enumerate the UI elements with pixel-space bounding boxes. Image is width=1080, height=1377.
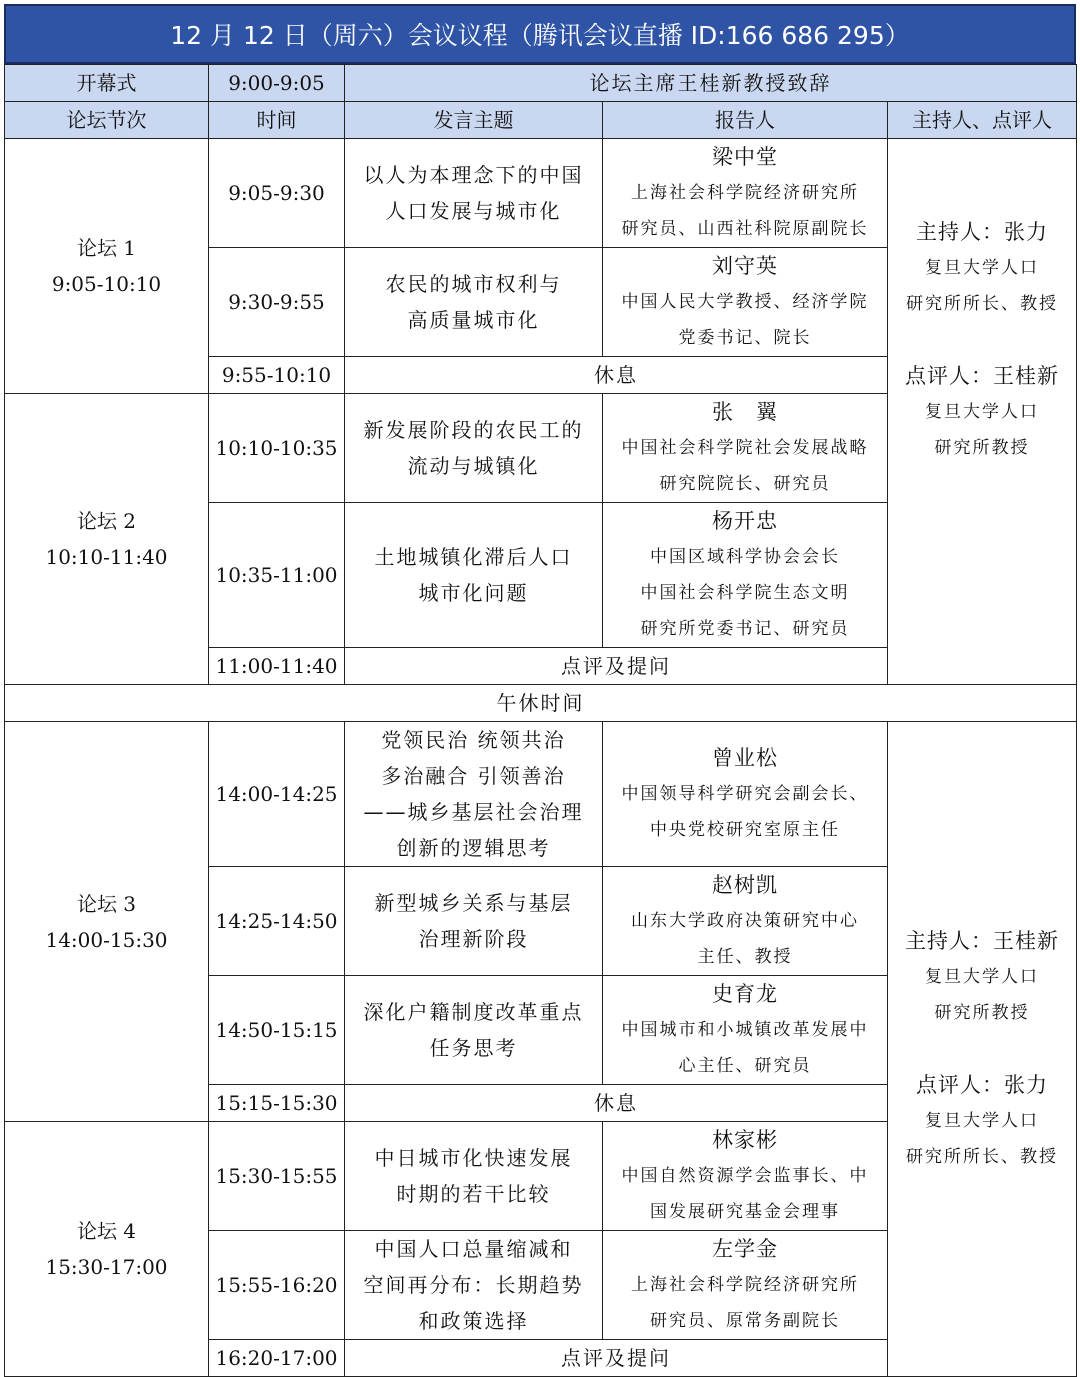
break-label: 点评及提问 bbox=[345, 648, 888, 685]
forum1-cell bbox=[5, 139, 209, 394]
talk-topic bbox=[345, 722, 603, 867]
talk-time: 14:25-14:50 bbox=[209, 867, 345, 976]
speaker-affiliation: 上海社会科学院经济研究所 bbox=[631, 183, 859, 203]
opening-time: 9:00-9:05 bbox=[209, 65, 345, 102]
topic-line: 土地城镇化滞后人口 bbox=[374, 545, 573, 569]
topic-line: 高质量城市化 bbox=[407, 308, 540, 332]
topic-line: ——城乡基层社会治理 bbox=[363, 800, 584, 824]
talk-speaker bbox=[603, 503, 888, 648]
agenda-table bbox=[4, 64, 1077, 1377]
talk-speaker bbox=[603, 722, 888, 867]
header-topic: 发言主题 bbox=[345, 102, 603, 139]
host-role: 主持人：王桂新 bbox=[905, 929, 1059, 953]
break-time: 9:55-10:10 bbox=[209, 357, 345, 394]
speaker-name: 杨开忠 bbox=[712, 509, 778, 533]
speaker-name: 史育龙 bbox=[712, 982, 778, 1006]
topic-line: 流动与城镇化 bbox=[407, 454, 540, 478]
talk-time: 15:30-15:55 bbox=[209, 1122, 345, 1231]
reviewer-affiliation: 研究所教授 bbox=[934, 437, 1030, 458]
reviewer-role: 点评人：王桂新 bbox=[905, 363, 1059, 388]
hosts-pm-cell bbox=[888, 722, 1077, 1377]
speaker-affiliation: 心主任、研究员 bbox=[678, 1056, 812, 1076]
header-row bbox=[5, 102, 1077, 139]
topic-line: 时期的若干比较 bbox=[396, 1182, 551, 1206]
talk-time: 14:00-14:25 bbox=[209, 722, 345, 867]
speaker-affiliation: 研究院院长、研究员 bbox=[659, 474, 831, 494]
speaker-affiliation: 主任、教授 bbox=[697, 947, 793, 967]
break-label: 点评及提问 bbox=[345, 1340, 888, 1377]
header-speaker: 报告人 bbox=[603, 102, 888, 139]
forum1-name: 论坛 1 bbox=[76, 236, 137, 260]
speaker-affiliation: 中国社会科学院社会发展战略 bbox=[621, 438, 869, 458]
topic-line: 人口发展与城市化 bbox=[385, 199, 562, 223]
speaker-affiliation: 研究员、山西社科院原副院长 bbox=[621, 219, 869, 239]
break-time: 15:15-15:30 bbox=[209, 1085, 345, 1122]
topic-line: 治理新阶段 bbox=[418, 927, 529, 951]
break-label: 休息 bbox=[345, 1085, 888, 1122]
lunch-row bbox=[5, 685, 1077, 722]
speaker-affiliation: 国发展研究基金会理事 bbox=[650, 1202, 840, 1222]
speaker-name: 张 翼 bbox=[712, 400, 778, 424]
topic-line: 中日城市化快速发展 bbox=[374, 1146, 573, 1170]
speaker-name: 曾业松 bbox=[712, 746, 778, 770]
speaker-affiliation: 研究所党委书记、研究员 bbox=[640, 619, 850, 639]
header-session: 论坛节次 bbox=[5, 102, 209, 139]
topic-line: 城市化问题 bbox=[418, 581, 529, 605]
break-label: 休息 bbox=[345, 357, 888, 394]
speaker-name: 林家彬 bbox=[712, 1128, 778, 1152]
reviewer-affiliation: 复旦大学人口 bbox=[925, 1111, 1039, 1131]
talk-speaker bbox=[603, 394, 888, 503]
talk-speaker bbox=[603, 248, 888, 357]
topic-line: 新型城乡关系与基层 bbox=[374, 891, 573, 915]
header-time: 时间 bbox=[209, 102, 345, 139]
topic-line: 任务思考 bbox=[429, 1036, 518, 1060]
speaker-name: 左学金 bbox=[712, 1237, 778, 1261]
talk-topic bbox=[345, 1231, 603, 1340]
forum1-time: 9:05-10:10 bbox=[51, 272, 162, 296]
speaker-affiliation: 中国领导科学研究会副会长、 bbox=[621, 784, 869, 804]
talk-speaker bbox=[603, 1231, 888, 1340]
topic-line: 和政策选择 bbox=[418, 1309, 529, 1333]
talk-time: 15:55-16:20 bbox=[209, 1231, 345, 1340]
speaker-name: 赵树凯 bbox=[712, 873, 778, 897]
forum2-cell bbox=[5, 394, 209, 685]
speaker-affiliation: 党委书记、院长 bbox=[678, 328, 812, 348]
reviewer-affiliation: 复旦大学人口 bbox=[925, 401, 1039, 422]
break-time: 11:00-11:40 bbox=[209, 648, 345, 685]
talk-topic bbox=[345, 976, 603, 1085]
forum4-name: 论坛 4 bbox=[76, 1219, 137, 1243]
lunch-label: 午休时间 bbox=[5, 685, 1077, 722]
talk-time: 10:35-11:00 bbox=[209, 503, 345, 648]
speaker-affiliation: 山东大学政府决策研究中心 bbox=[631, 911, 859, 931]
speaker-affiliation: 中国自然资源学会监事长、中 bbox=[621, 1166, 869, 1186]
speaker-name: 梁中堂 bbox=[712, 145, 778, 169]
talk-speaker bbox=[603, 139, 888, 248]
header-host: 主持人、点评人 bbox=[888, 102, 1077, 139]
agenda-title: 12 月 12 日（周六）会议议程（腾讯会议直播 ID:166 686 295） bbox=[4, 4, 1076, 64]
host-affiliation: 研究所所长、教授 bbox=[906, 293, 1058, 314]
talk-time: 9:05-9:30 bbox=[209, 139, 345, 248]
topic-line: 多治融合 引领善治 bbox=[381, 764, 566, 788]
host-affiliation: 研究所教授 bbox=[934, 1003, 1030, 1023]
topic-line: 以人为本理念下的中国 bbox=[363, 163, 584, 187]
forum2-name: 论坛 2 bbox=[76, 509, 137, 533]
talk-topic bbox=[345, 867, 603, 976]
topic-line: 空间再分布：长期趋势 bbox=[363, 1273, 584, 1297]
forum4-time: 15:30-17:00 bbox=[45, 1255, 168, 1279]
host-role: 主持人：张力 bbox=[916, 219, 1048, 244]
forum3-time: 14:00-15:30 bbox=[45, 927, 168, 952]
talk-topic bbox=[345, 394, 603, 503]
opening-label: 开幕式 bbox=[5, 65, 209, 102]
forum3-name: 论坛 3 bbox=[76, 891, 137, 916]
forum3-cell bbox=[5, 722, 209, 1122]
topic-line: 创新的逻辑思考 bbox=[396, 836, 551, 860]
topic-line: 深化户籍制度改革重点 bbox=[363, 1000, 584, 1024]
talk-topic bbox=[345, 139, 603, 248]
reviewer-role: 点评人：张力 bbox=[916, 1073, 1048, 1097]
speaker-affiliation: 中国人民大学教授、经济学院 bbox=[621, 292, 869, 312]
opening-row bbox=[5, 65, 1077, 102]
talk-topic bbox=[345, 1122, 603, 1231]
speaker-name: 刘守英 bbox=[712, 254, 778, 278]
speaker-affiliation: 上海社会科学院经济研究所 bbox=[631, 1275, 859, 1295]
reviewer-affiliation: 研究所所长、教授 bbox=[906, 1147, 1058, 1167]
speaker-affiliation: 研究员、原常务副院长 bbox=[650, 1311, 840, 1331]
host-affiliation: 复旦大学人口 bbox=[925, 967, 1039, 987]
speaker-affiliation: 中国城市和小城镇改革发展中 bbox=[621, 1020, 869, 1040]
hosts-am-cell bbox=[888, 139, 1077, 685]
talk-speaker bbox=[603, 976, 888, 1085]
speaker-affiliation: 中国区域科学协会会长 bbox=[650, 547, 840, 567]
talk-time: 10:10-10:35 bbox=[209, 394, 345, 503]
topic-line: 新发展阶段的农民工的 bbox=[363, 418, 584, 442]
break-time: 16:20-17:00 bbox=[209, 1340, 345, 1377]
topic-line: 党领民治 统领共治 bbox=[381, 728, 566, 752]
forum4-cell bbox=[5, 1122, 209, 1377]
talk-topic bbox=[345, 503, 603, 648]
talk-topic bbox=[345, 248, 603, 357]
topic-line: 农民的城市权利与 bbox=[385, 272, 562, 296]
table-row bbox=[5, 722, 1077, 867]
speaker-affiliation: 中央党校研究室原主任 bbox=[650, 820, 840, 840]
table-row bbox=[5, 139, 1077, 248]
host-affiliation: 复旦大学人口 bbox=[925, 257, 1039, 278]
topic-line: 中国人口总量缩减和 bbox=[374, 1237, 573, 1261]
forum2-time: 10:10-11:40 bbox=[45, 545, 168, 569]
talk-time: 9:30-9:55 bbox=[209, 248, 345, 357]
speaker-affiliation: 中国社会科学院生态文明 bbox=[640, 583, 850, 603]
opening-content: 论坛主席王桂新教授致辞 bbox=[345, 65, 1077, 102]
talk-speaker bbox=[603, 1122, 888, 1231]
talk-time: 14:50-15:15 bbox=[209, 976, 345, 1085]
talk-speaker bbox=[603, 867, 888, 976]
